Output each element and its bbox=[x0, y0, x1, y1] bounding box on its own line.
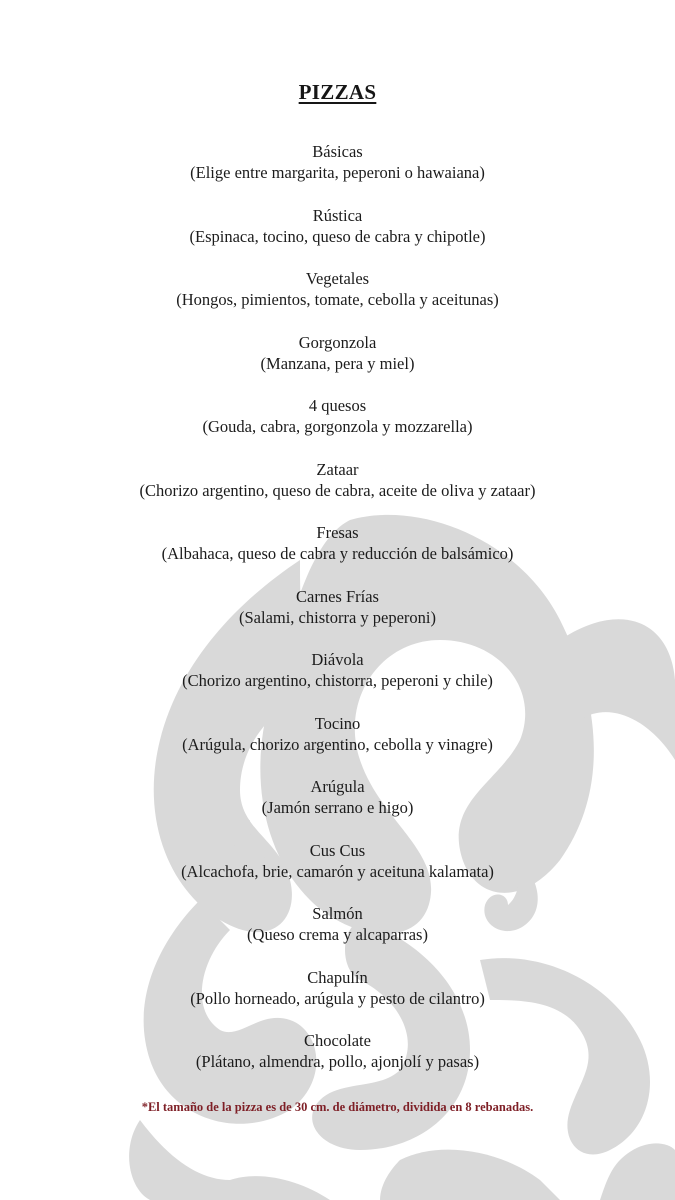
item-description: (Espinaca, tocino, queso de cabra y chipotle) bbox=[189, 226, 486, 246]
menu-item bbox=[0, 649, 675, 713]
item-description: (Gouda, cabra, gorgonzola y mozzarella) bbox=[202, 417, 473, 436]
item-name: Chocolate bbox=[304, 1031, 371, 1050]
item-name: Chapulín bbox=[307, 967, 368, 987]
item-description: (Pollo horneado, arúgula y pesto de cilantro) bbox=[190, 988, 485, 1008]
menu-item bbox=[0, 459, 675, 523]
item-name: Cus Cus bbox=[309, 840, 366, 860]
menu-item bbox=[0, 522, 675, 586]
item-name: Gorgonzola bbox=[298, 332, 377, 352]
item-description: (Plátano, almendra, pollo, ajonjolí y pasas) bbox=[195, 1052, 480, 1071]
item-description: (Manzana, pera y miel) bbox=[260, 353, 415, 373]
item-description: (Salami, chistorra y peperoni) bbox=[238, 607, 437, 627]
item-description: (Elige entre margarita, peperoni o hawaiana) bbox=[190, 163, 485, 182]
item-name: Zataar bbox=[316, 459, 359, 479]
menu-item bbox=[0, 395, 675, 459]
item-name: 4 quesos bbox=[308, 396, 367, 415]
item-name: Básicas bbox=[312, 142, 363, 161]
item-name: Tocino bbox=[314, 713, 361, 733]
menu-item bbox=[0, 141, 675, 205]
item-name: Diávola bbox=[311, 650, 364, 669]
item-description: (Arúgula, chorizo argentino, cebolla y vinagre) bbox=[182, 734, 493, 754]
menu-item bbox=[0, 776, 675, 840]
item-description: (Albahaca, queso de cabra y reducción de balsámico) bbox=[161, 544, 514, 563]
menu-item bbox=[0, 205, 675, 269]
menu-item bbox=[0, 840, 675, 904]
page-title: PIZZAS bbox=[298, 80, 377, 104]
menu-item bbox=[0, 268, 675, 332]
item-name: Carnes Frías bbox=[296, 586, 379, 606]
item-description: (Chorizo argentino, chistorra, peperoni y chile) bbox=[182, 671, 493, 690]
item-name: Fresas bbox=[316, 523, 359, 542]
menu-item bbox=[0, 967, 675, 1031]
item-name: Vegetales bbox=[305, 269, 370, 288]
pizza-list bbox=[0, 141, 675, 1094]
item-description: (Chorizo argentino, queso de cabra, aceite de oliva y zataar) bbox=[139, 480, 536, 500]
menu-item bbox=[0, 586, 675, 650]
item-description: (Queso crema y alcaparras) bbox=[247, 925, 428, 944]
item-name: Salmón bbox=[312, 904, 363, 923]
item-description: (Alcachofa, brie, camarón y aceituna kalamata) bbox=[181, 861, 494, 881]
item-name: Arúgula bbox=[310, 777, 365, 796]
menu-item bbox=[0, 903, 675, 967]
item-description: (Hongos, pimientos, tomate, cebolla y aceitunas) bbox=[176, 290, 499, 309]
menu-item bbox=[0, 1030, 675, 1094]
item-description: (Jamón serrano e higo) bbox=[261, 798, 414, 817]
size-note: *El tamaño de la pizza es de 30 cm. de diámetro, dividida en 8 rebanadas. bbox=[141, 1100, 534, 1114]
menu-item bbox=[0, 713, 675, 777]
item-name: Rústica bbox=[312, 205, 363, 225]
menu-item bbox=[0, 332, 675, 396]
